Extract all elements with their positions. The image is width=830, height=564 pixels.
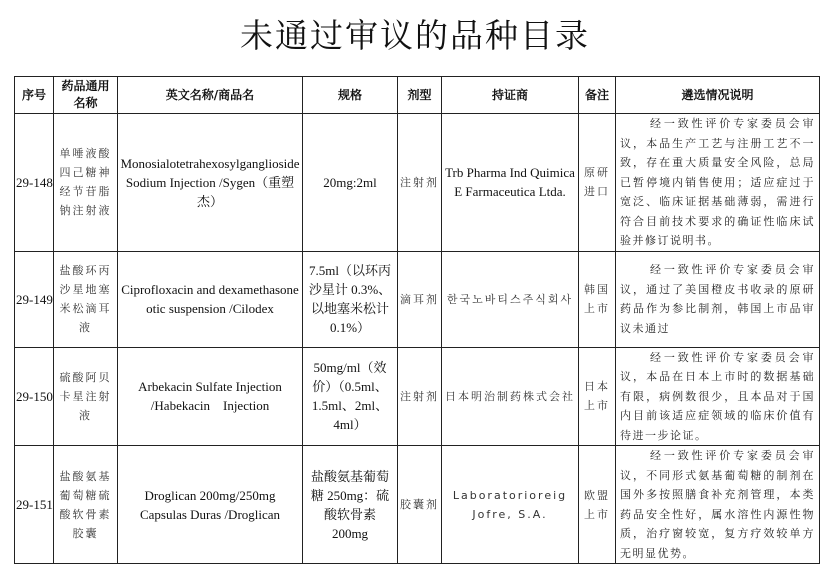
- form-cell: 注射剂: [398, 114, 442, 252]
- holder-cell: 한국노바티스주식회사: [442, 251, 579, 347]
- note-cell: 韩国上市: [579, 251, 616, 347]
- holder-cell: 日本明治制药株式会社: [442, 347, 579, 446]
- spec-cell: 盐酸氨基葡萄糖 250mg：硫酸软骨素 200mg: [303, 446, 398, 564]
- form-cell: 注射剂: [398, 347, 442, 446]
- drug-table: [14, 76, 820, 564]
- generic-name-cell: 盐酸氨基葡萄糖硫酸软骨素胶囊: [54, 446, 118, 564]
- generic-name-cell: 单唾液酸四己糖神经节苷脂钠注射液: [54, 114, 118, 252]
- form-cell: 胶囊剂: [398, 446, 442, 564]
- header-note: 备注: [579, 77, 616, 114]
- generic-name-cell: 硫酸阿贝卡星注射液: [54, 347, 118, 446]
- spec-cell: 20mg:2ml: [303, 114, 398, 252]
- english-name-cell: Droglican 200mg/250mg Capsulas Duras /Droglican: [118, 446, 303, 564]
- spec-cell: 7.5ml（以环丙沙星计 0.3%、以地塞米松计 0.1%）: [303, 251, 398, 347]
- holder-cell: Trb Pharma Ind Quimica E Farmaceutica Ltda.: [442, 114, 579, 252]
- form-cell: 滴耳剂: [398, 251, 442, 347]
- note-cell: 原研进口: [579, 114, 616, 252]
- header-form: 剂型: [398, 77, 442, 114]
- table-row: [15, 251, 820, 347]
- header-spec: 规格: [303, 77, 398, 114]
- note-cell: 日本上市: [579, 347, 616, 446]
- description-cell: 经一致性评价专家委员会审议，本品在日本上市时的数据基础有限，病例数很少，且本品对于国内目前该适应症领域的临床价值有待进一步论证。: [616, 347, 820, 446]
- seq-cell: 29-151: [15, 446, 54, 564]
- header-description: 遴选情况说明: [616, 77, 820, 114]
- header-seq: 序号: [15, 77, 54, 114]
- header-english-name: 英文名称/商品名: [118, 77, 303, 114]
- english-name-cell: Ciprofloxacin and dexamethasone otic suspension /Cilodex: [118, 251, 303, 347]
- note-cell: 欧盟上市: [579, 446, 616, 564]
- generic-name-cell: 盐酸环丙沙星地塞米松滴耳液: [54, 251, 118, 347]
- spec-cell: 50mg/ml（效价）（0.5ml、1.5ml、2ml、4ml）: [303, 347, 398, 446]
- english-name-cell: Monosialotetrahexosylganglioside Sodium Injection /Sygen（重塑杰）: [118, 114, 303, 252]
- seq-cell: 29-150: [15, 347, 54, 446]
- description-cell: 经一致性评价专家委员会审议，不同形式氨基葡萄糖的制剂在国外多按照膳食补充剂管理，本类药品安全性好，属水溶性内源性物质，治疗窗较宽，复方疗效较单方无明显优势。: [616, 446, 820, 564]
- table-row: [15, 347, 820, 446]
- table-row: [15, 114, 820, 252]
- description-cell: 经一致性评价专家委员会审议，通过了美国橙皮书收录的原研药品作为参比制剂，韩国上市品审议未通过: [616, 251, 820, 347]
- table-row: [15, 446, 820, 564]
- english-name-cell: Arbekacin Sulfate Injection /Habekacin Injection: [118, 347, 303, 446]
- header-row: [15, 77, 820, 114]
- holder-cell: Laboratorioreig Jofre, S.A.: [442, 446, 579, 564]
- description-cell: 经一致性评价专家委员会审议，本品生产工艺与注册工艺不一致，存在重大质量安全风险，总局已暂停境内销售使用；适应症过于宽泛、临床证据基础薄弱，需进行符合目前技术要求的确证性临床试验并修订说明书。: [616, 114, 820, 252]
- seq-cell: 29-148: [15, 114, 54, 252]
- header-holder: 持证商: [442, 77, 579, 114]
- document-title: 未通过审议的品种目录: [240, 16, 590, 55]
- seq-cell: 29-149: [15, 251, 54, 347]
- header-generic-name: 药品通用名称: [54, 77, 118, 114]
